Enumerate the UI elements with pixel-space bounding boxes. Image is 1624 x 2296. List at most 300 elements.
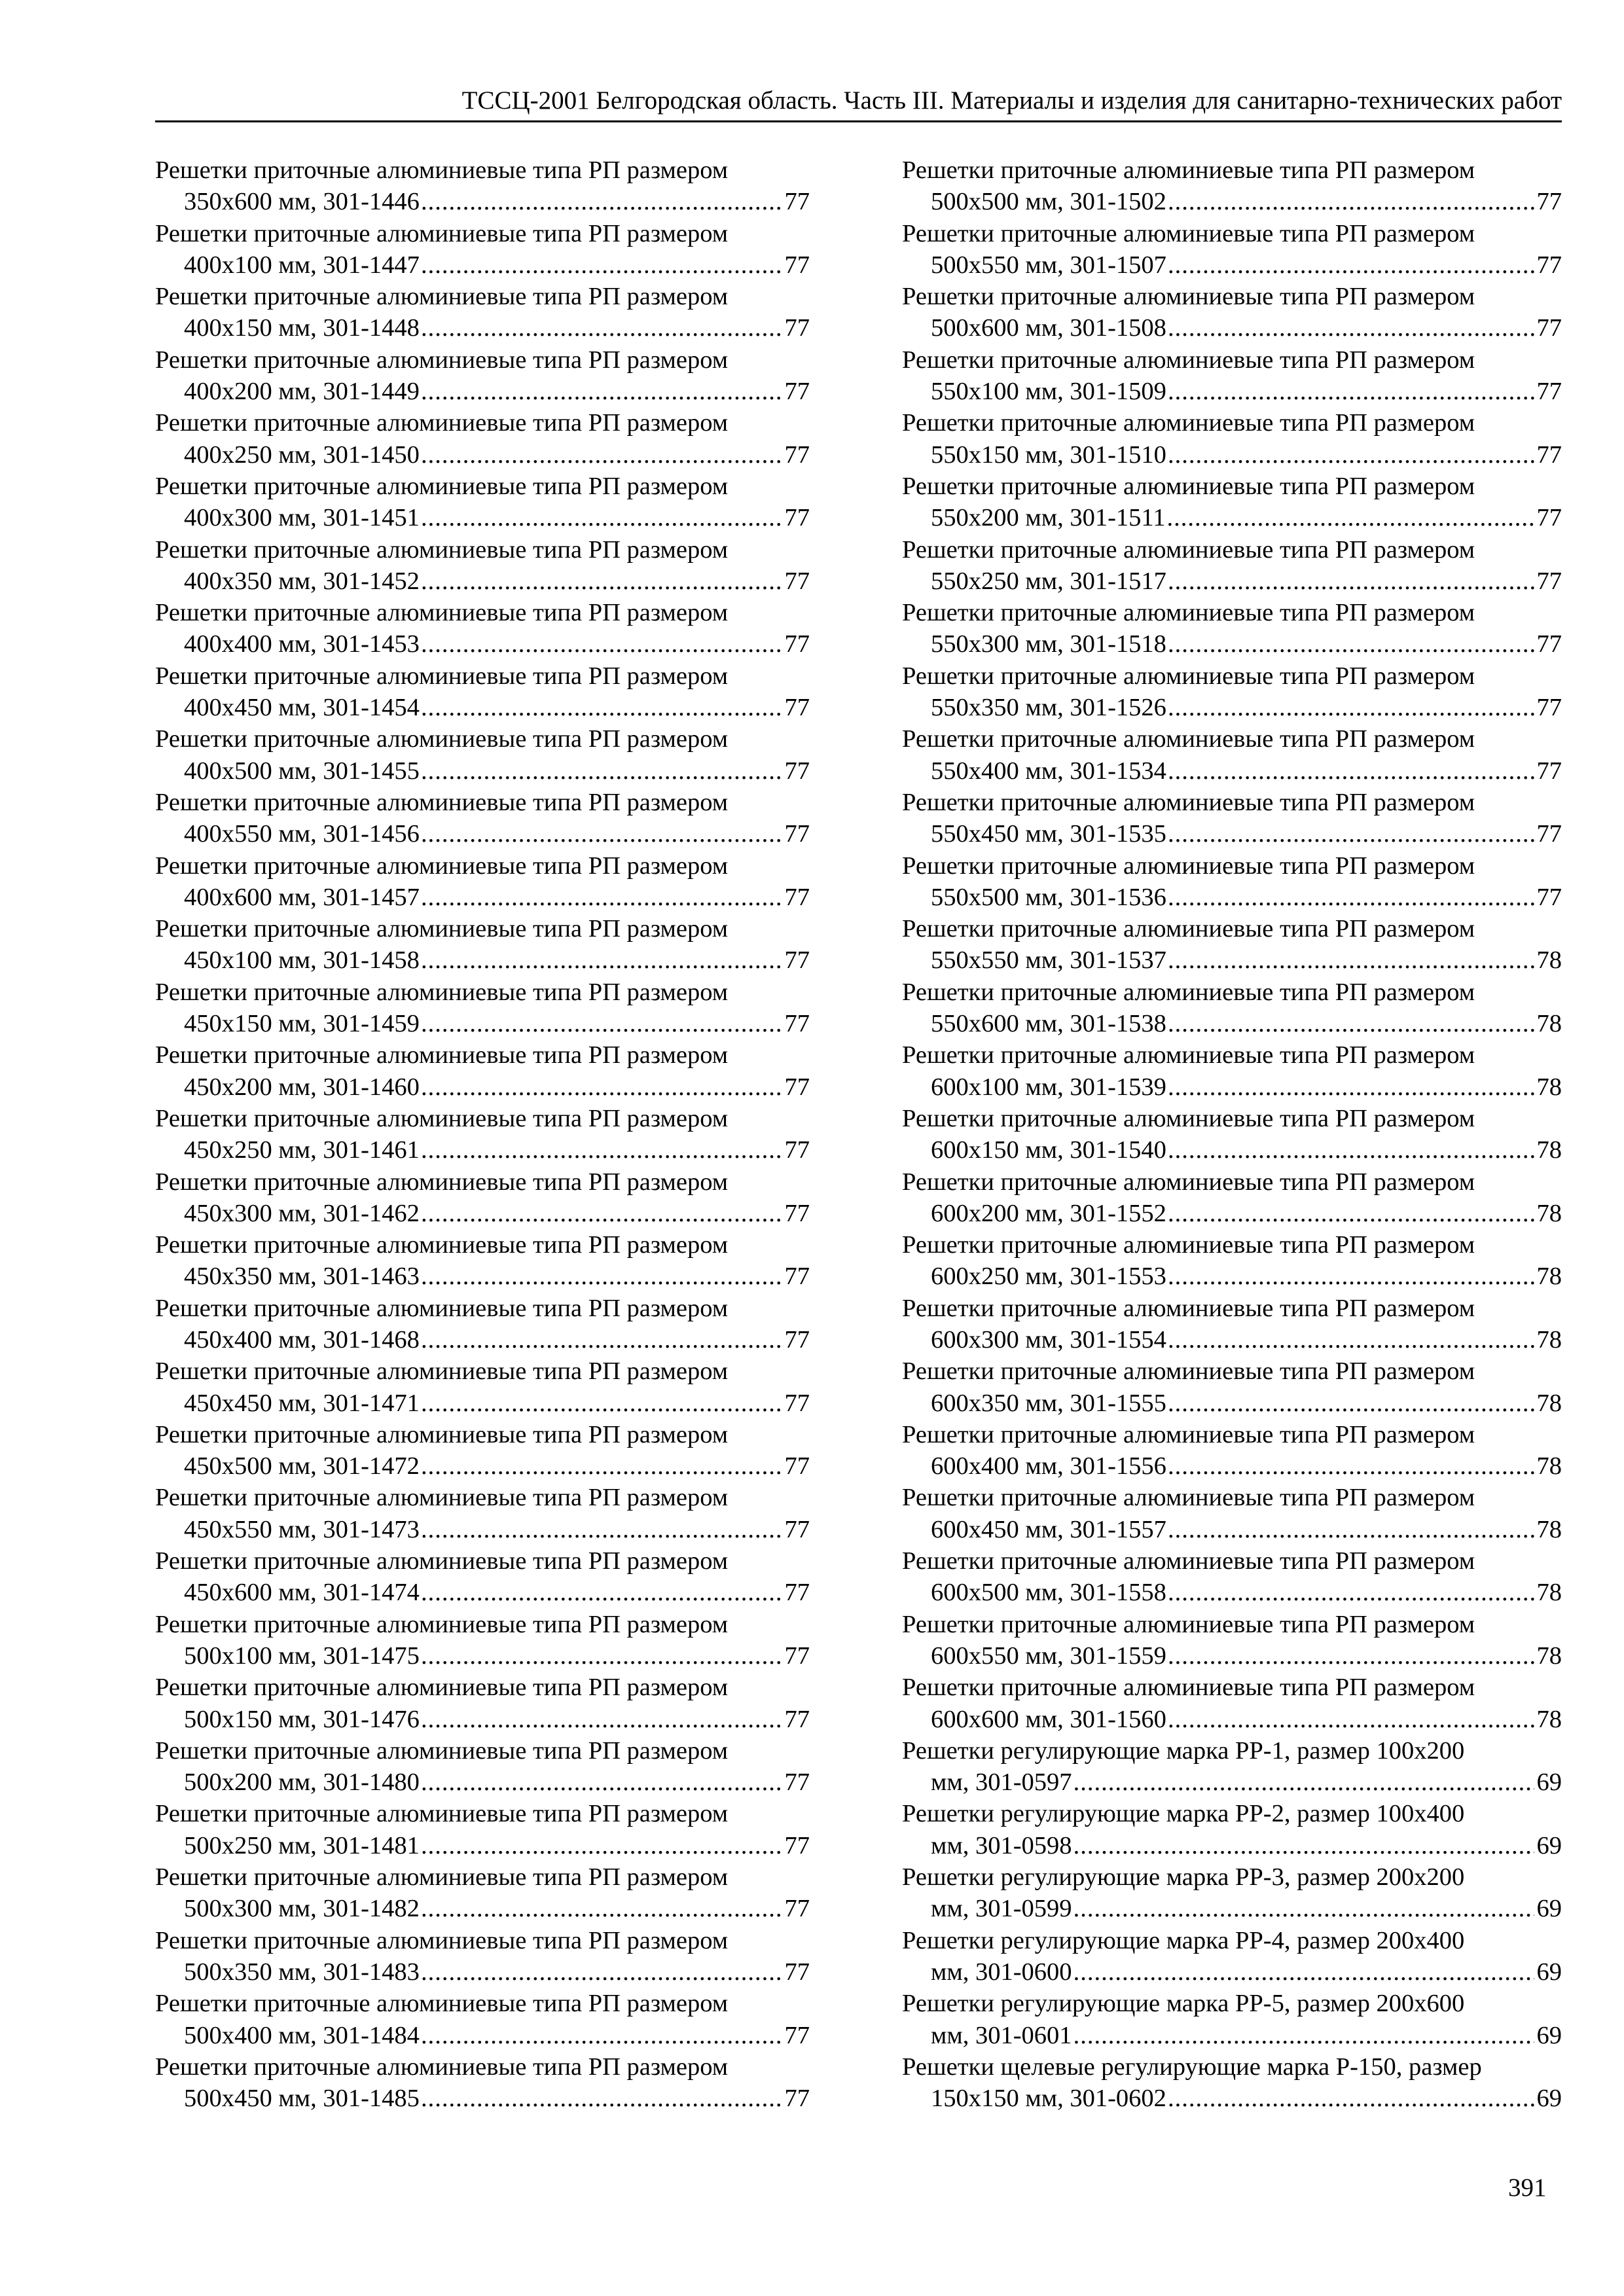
entry-title: Решетки приточные алюминиевые типа РП размером [155,1357,729,1386]
entry-code: 500х550 мм, 301-1507 [931,251,1166,279]
entry-code: 500х600 мм, 301-1508 [931,314,1166,342]
dot-leader [1168,882,1534,913]
entry-code: 550х100 мм, 301-1509 [931,378,1166,406]
dot-leader [1074,1767,1534,1798]
entry-title: Решетки приточные алюминиевые типа РП размером [902,1104,1475,1132]
entry-code: 400х450 мм, 301-1454 [184,694,420,722]
entry-page-number: 78 [1536,1325,1562,1354]
entry-detail-line [902,1261,1562,1292]
dot-leader [421,376,782,407]
entry-detail-line [902,565,1562,597]
entry-title: Решетки приточные алюминиевые типа РП размером [155,1547,729,1575]
entry-title: Решетки регулирующие марка РР-1, размер 100х200 [902,1736,1465,1765]
entry-code: 500х350 мм, 301-1483 [184,1958,420,1986]
index-entry [155,154,810,218]
entry-code: 600х100 мм, 301-1539 [931,1073,1166,1101]
dot-leader [421,1767,782,1798]
entry-detail-line [902,376,1562,407]
entry-title: Решетки приточные алюминиевые типа РП размером [902,1484,1475,1512]
index-entry [155,1229,810,1293]
entry-code: 500х300 мм, 301-1482 [184,1895,420,1923]
entry-detail-line [902,1767,1562,1798]
entry-detail-line [902,1450,1562,1482]
entry-detail-line [155,692,810,723]
dot-leader [421,882,782,913]
entry-code: 600х450 мм, 301-1557 [931,1515,1166,1543]
entry-page-number: 77 [784,946,810,975]
entry-title: Решетки приточные алюминиевые типа РП размером [155,978,729,1006]
dot-leader [421,1008,782,1039]
entry-code: 600х200 мм, 301-1552 [931,1199,1166,1227]
entry-code: 500х500 мм, 301-1502 [931,188,1166,216]
index-entry [902,660,1562,724]
index-entry [902,281,1562,344]
entry-title: Решетки приточные алюминиевые типа РП размером [155,1674,729,1702]
index-entry [155,977,810,1040]
entry-detail-line [155,1640,810,1672]
entry-page-number: 77 [784,694,810,722]
entry-detail-line [902,882,1562,913]
entry-detail-line [902,1388,1562,1419]
entry-detail-line [155,1956,810,1988]
entry-page-number: 77 [784,1641,810,1670]
entry-detail-line [902,628,1562,660]
entry-title: Решетки регулирующие марка РР-3, размер 200х200 [902,1863,1465,1892]
dot-leader [1168,1071,1534,1103]
index-entry [155,1039,810,1103]
entry-title: Решетки приточные алюминиевые типа РП размером [902,409,1475,437]
index-entry [155,1103,810,1166]
entry-title: Решетки приточные алюминиевые типа РП размером [155,852,729,880]
dot-leader [421,1198,782,1229]
page-number: 391 [1508,2174,1547,2202]
entry-detail-line [902,249,1562,281]
entry-code: 450х600 мм, 301-1474 [184,1579,420,1607]
index-entry [902,1229,1562,1293]
dot-leader [421,1956,782,1988]
entry-title: Решетки приточные алюминиевые типа РП размером [902,1547,1475,1575]
entry-detail-line [902,1956,1562,1988]
index-entry [902,154,1562,218]
entry-code: 450х400 мм, 301-1468 [184,1325,420,1354]
entry-code: 400х250 мм, 301-1450 [184,440,420,469]
entry-detail-line [155,882,810,913]
entry-code: мм, 301-0597 [931,1768,1072,1797]
entry-title: Решетки приточные алюминиевые типа РП размером [902,156,1475,184]
entry-page-number: 77 [1536,504,1562,532]
entry-title: Решетки приточные алюминиевые типа РП размером [155,662,729,690]
entry-code: мм, 301-0601 [931,2021,1072,2049]
entry-title: Решетки приточные алюминиевые типа РП размером [902,219,1475,247]
dot-leader [421,755,782,787]
entry-title: Решетки приточные алюминиевые типа РП размером [155,1168,729,1196]
entry-detail-line [155,1830,810,1861]
entry-page-number: 78 [1536,1073,1562,1101]
dot-leader [1168,1450,1534,1482]
entry-code: 400х400 мм, 301-1453 [184,630,420,658]
index-entry [902,1355,1562,1419]
index-entry [155,1798,810,1861]
index-entry [902,1103,1562,1166]
entry-page-number: 77 [784,567,810,595]
entry-code: 500х400 мм, 301-1484 [184,2021,420,2049]
dot-leader [1168,1388,1534,1419]
dot-leader [421,1324,782,1355]
entry-code: 600х400 мм, 301-1556 [931,1452,1166,1480]
index-entry [155,1609,810,1672]
dot-leader [421,1577,782,1608]
entry-page-number: 77 [784,1958,810,1986]
entry-title: Решетки приточные алюминиевые типа РП размером [155,915,729,943]
entry-detail-line [155,944,810,976]
entry-title: Решетки приточные алюминиевые типа РП размером [155,2053,729,2081]
index-column-left [155,154,810,2114]
entry-detail-line [902,1704,1562,1735]
entry-code: 600х500 мм, 301-1558 [931,1579,1166,1607]
entry-page-number: 77 [784,1073,810,1101]
index-entry [155,218,810,281]
entry-title: Решетки приточные алюминиевые типа РП размером [902,1168,1475,1196]
index-entry [902,787,1562,850]
dot-leader [1168,312,1534,344]
entry-code: 600х350 мм, 301-1555 [931,1389,1166,1417]
index-entry [155,850,810,914]
entry-title: Решетки приточные алюминиевые типа РП размером [155,1863,729,1892]
dot-leader [421,565,782,597]
index-entry [902,1166,1562,1230]
entry-code: 550х350 мм, 301-1526 [931,694,1166,722]
entry-detail-line [155,1704,810,1735]
dot-leader [1168,1008,1534,1039]
entry-code: 400х300 мм, 301-1451 [184,504,420,532]
entry-code: 400х600 мм, 301-1457 [184,883,420,911]
entry-title: Решетки приточные алюминиевые типа РП размером [155,1484,729,1512]
entry-code: 500х200 мм, 301-1480 [184,1768,420,1797]
entry-detail-line [902,1198,1562,1229]
entry-detail-line [902,1893,1562,1924]
entry-detail-line [902,502,1562,533]
entry-detail-line [902,186,1562,217]
entry-page-number: 77 [784,630,810,658]
entry-title: Решетки приточные алюминиевые типа РП размером [155,156,729,184]
entry-page-number: 77 [784,314,810,342]
entry-detail-line [155,1893,810,1924]
index-entry [155,1419,810,1482]
dot-leader [1168,1261,1534,1292]
index-entry [902,597,1562,660]
entry-page-number: 77 [784,820,810,848]
index-entry [902,2051,1562,2115]
entry-detail-line [155,1514,810,1545]
entry-title: Решетки приточные алюминиевые типа РП размером [902,346,1475,374]
entry-code: 500х450 мм, 301-1485 [184,2085,420,2113]
entry-detail-line [155,439,810,471]
entry-page-number: 77 [1536,820,1562,848]
dot-leader [1168,1514,1534,1545]
entry-page-number: 77 [784,1136,810,1164]
index-entry [155,407,810,471]
entry-code: 400х200 мм, 301-1449 [184,378,420,406]
entry-page-number: 77 [784,251,810,279]
entry-code: 550х300 мм, 301-1518 [931,630,1166,658]
entry-detail-line [155,502,810,533]
entry-title: Решетки приточные алюминиевые типа РП размером [155,346,729,374]
dot-leader [421,2020,782,2051]
entry-code: 550х200 мм, 301-1511 [931,504,1166,532]
entry-detail-line [902,2020,1562,2051]
entry-page-number: 69 [1536,1768,1562,1797]
dot-leader [421,1640,782,1672]
entry-page-number: 77 [1536,694,1562,722]
index-entry [155,1925,810,1988]
index-entry [155,1672,810,1735]
entry-detail-line [902,692,1562,723]
dot-leader [421,692,782,723]
entry-page-number: 77 [784,1010,810,1038]
index-entry [155,913,810,977]
index-entry [902,1925,1562,1988]
entry-code: 450х200 мм, 301-1460 [184,1073,420,1101]
entry-page-number: 77 [784,504,810,532]
entry-page-number: 77 [784,1831,810,1859]
index-column-right [902,154,1562,2114]
entry-code: 450х100 мм, 301-1458 [184,946,420,975]
entry-title: Решетки приточные алюминиевые типа РП размером [902,599,1475,627]
index-entry [902,534,1562,598]
entry-page-number: 77 [784,1452,810,1480]
entry-page-number: 78 [1536,1515,1562,1543]
dot-leader [1168,1640,1534,1672]
entry-title: Решетки приточные алюминиевые типа РП размером [155,472,729,500]
dot-leader [421,439,782,471]
index-entry [155,1293,810,1356]
entry-detail-line [902,2083,1562,2114]
entry-page-number: 77 [784,188,810,216]
index-entry [155,723,810,787]
dot-leader [421,1261,782,1292]
dot-leader [421,1514,782,1545]
index-entry [155,660,810,724]
index-entry [902,1988,1562,2051]
dot-leader [1168,1324,1534,1355]
entry-title: Решетки приточные алюминиевые типа РП размером [155,1800,729,1828]
entry-page-number: 77 [1536,567,1562,595]
dot-leader [421,1704,782,1735]
index-entry [902,1293,1562,1356]
entry-detail-line [155,1577,810,1608]
entry-detail-line [902,1134,1562,1166]
entry-title: Решетки приточные алюминиевые типа РП размером [902,472,1475,500]
index-entry [155,787,810,850]
entry-code: 550х550 мм, 301-1537 [931,946,1166,975]
entry-page-number: 78 [1536,1010,1562,1038]
entry-title: Решетки приточные алюминиевые типа РП размером [902,915,1475,943]
entry-page-number: 77 [784,757,810,785]
entry-page-number: 77 [784,1389,810,1417]
dot-leader [1168,439,1534,471]
entry-page-number: 77 [784,1515,810,1543]
entry-page-number: 78 [1536,946,1562,975]
entry-code: 400х350 мм, 301-1452 [184,567,420,595]
entry-code: 450х150 мм, 301-1459 [184,1010,420,1038]
entry-page-number: 78 [1536,1705,1562,1733]
dot-leader [1168,692,1534,723]
entry-detail-line [155,186,810,217]
dot-leader [1168,565,1534,597]
entry-code: мм, 301-0599 [931,1895,1072,1923]
dot-leader [1168,1577,1534,1608]
dot-leader [421,1134,782,1166]
entry-code: 350х600 мм, 301-1446 [184,188,420,216]
entry-code: 450х350 мм, 301-1463 [184,1263,420,1291]
entry-page-number: 78 [1536,1136,1562,1164]
entry-title: Решетки приточные алюминиевые типа РП размером [155,283,729,311]
entry-page-number: 78 [1536,1452,1562,1480]
entry-detail-line [902,439,1562,471]
entry-page-number: 77 [1536,314,1562,342]
dot-leader [1168,818,1534,850]
entry-title: Решетки приточные алюминиевые типа РП размером [902,662,1475,690]
entry-title: Решетки приточные алюминиевые типа РП размером [902,1041,1475,1069]
entry-detail-line [155,628,810,660]
dot-leader [1168,1198,1534,1229]
index-entry [155,1861,810,1925]
entry-title: Решетки приточные алюминиевые типа РП размером [155,1231,729,1259]
entry-page-number: 69 [1536,1895,1562,1923]
index-entry [902,1672,1562,1735]
entry-page-number: 78 [1536,1641,1562,1670]
index-entry [155,471,810,534]
entry-title: Решетки приточные алюминиевые типа РП размером [902,535,1475,564]
index-entry [902,218,1562,281]
entry-title: Решетки приточные алюминиевые типа РП размером [155,219,729,247]
entry-code: 150х150 мм, 301-0602 [931,2085,1166,2113]
index-entry [155,1988,810,2051]
entry-detail-line [902,1324,1562,1355]
entry-code: 400х150 мм, 301-1448 [184,314,420,342]
entry-detail-line [155,1767,810,1798]
dot-leader [1168,944,1534,976]
dot-leader [421,628,782,660]
entry-detail-line [902,1071,1562,1103]
entry-detail-line [155,312,810,344]
index-entry [902,1545,1562,1609]
dot-leader [421,944,782,976]
entry-title: Решетки приточные алюминиевые типа РП размером [155,1420,729,1448]
entry-code: мм, 301-0600 [931,1958,1072,1986]
entry-page-number: 77 [1536,883,1562,911]
entry-code: 400х100 мм, 301-1447 [184,251,420,279]
dot-leader [1168,186,1534,217]
entry-page-number: 77 [1536,188,1562,216]
entry-detail-line [155,376,810,407]
entry-code: 600х250 мм, 301-1553 [931,1263,1166,1291]
index-entry [902,1798,1562,1861]
entry-code: 600х300 мм, 301-1554 [931,1325,1166,1354]
index-entry [902,1735,1562,1799]
entry-detail-line [155,1388,810,1419]
entry-code: 450х500 мм, 301-1472 [184,1452,420,1480]
dot-leader [1168,1704,1534,1735]
index-entry [155,1355,810,1419]
index-entry [902,977,1562,1040]
index-entry [902,471,1562,534]
entry-title: Решетки регулирующие марка РР-5, размер 200х600 [902,1990,1465,2018]
entry-page-number: 77 [784,378,810,406]
index-entry [902,1609,1562,1672]
dot-leader [421,818,782,850]
dot-leader [1167,502,1534,533]
entry-page-number: 77 [784,883,810,911]
entry-detail-line [902,1830,1562,1861]
dot-leader [1074,2020,1534,2051]
index-entry [155,344,810,408]
entry-title: Решетки регулирующие марка РР-4, размер 200х400 [902,1926,1465,1954]
entry-title: Решетки приточные алюминиевые типа РП размером [902,1231,1475,1259]
entry-title: Решетки приточные алюминиевые типа РП размером [902,1674,1475,1702]
entry-page-number: 69 [1536,1831,1562,1859]
entry-page-number: 77 [784,1199,810,1227]
entry-detail-line [902,1514,1562,1545]
entry-page-number: 77 [1536,757,1562,785]
entry-detail-line [155,1071,810,1103]
entry-detail-line [902,755,1562,787]
entry-detail-line [155,2020,810,2051]
index-entry [155,1482,810,1545]
dot-leader [1168,755,1534,787]
entry-code: 550х150 мм, 301-1510 [931,440,1166,469]
dot-leader [1168,2083,1534,2114]
entry-title: Решетки приточные алюминиевые типа РП размером [155,1736,729,1765]
dot-leader [1074,1956,1534,1988]
entry-title: Решетки приточные алюминиевые типа РП размером [155,1990,729,2018]
entry-title: Решетки приточные алюминиевые типа РП размером [902,788,1475,816]
entry-detail-line [155,249,810,281]
dot-leader [421,1071,782,1103]
entry-page-number: 69 [1536,2021,1562,2049]
entry-page-number: 77 [784,1579,810,1607]
entry-page-number: 77 [784,1325,810,1354]
entry-detail-line [902,1577,1562,1608]
entry-title: Решетки щелевые регулирующие марка Р-150, размер [902,2053,1482,2081]
index-entry [902,407,1562,471]
entry-title: Решетки приточные алюминиевые типа РП размером [902,1420,1475,1448]
entry-detail-line [902,818,1562,850]
entry-page-number: 77 [1536,378,1562,406]
index-entry [155,597,810,660]
index-entry [155,281,810,344]
dot-leader [1168,376,1534,407]
entry-detail-line [155,1134,810,1166]
dot-leader [421,249,782,281]
entry-title: Решетки приточные алюминиевые типа РП размером [155,1104,729,1132]
entry-page-number: 78 [1536,1263,1562,1291]
entry-page-number: 69 [1536,1958,1562,1986]
entry-detail-line [902,944,1562,976]
entry-detail-line [902,1640,1562,1672]
dot-leader [1074,1830,1534,1861]
index-entry [155,534,810,598]
entry-title: Решетки приточные алюминиевые типа РП размером [155,1294,729,1322]
index-entry [155,1545,810,1609]
dot-leader [421,186,782,217]
dot-leader [421,312,782,344]
dot-leader [421,2083,782,2114]
entry-title: Решетки приточные алюминиевые типа РП размером [902,978,1475,1006]
entry-detail-line [155,1450,810,1482]
entry-title: Решетки приточные алюминиевые типа РП размером [902,852,1475,880]
entry-title: Решетки приточные алюминиевые типа РП размером [155,409,729,437]
